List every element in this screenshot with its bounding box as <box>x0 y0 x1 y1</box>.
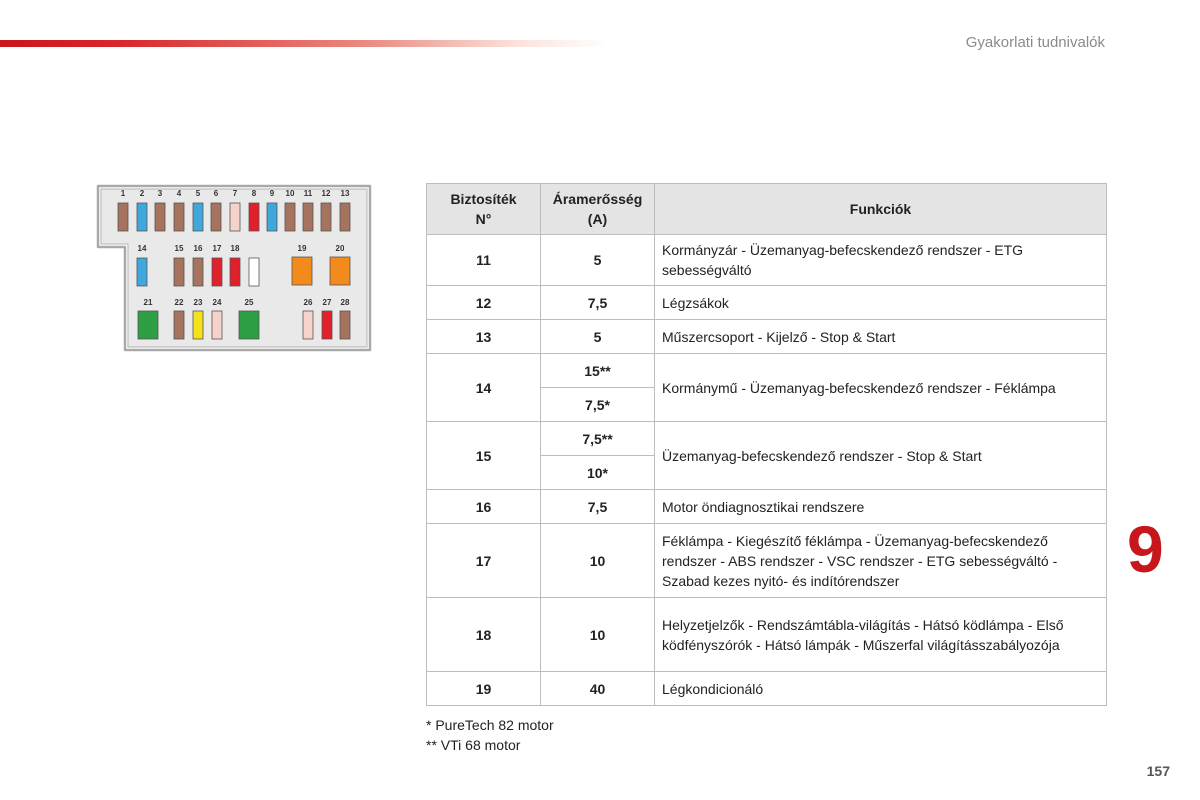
function-text: Műszercsoport - Kijelző - Stop & Start <box>655 320 1107 354</box>
fuse-16 <box>193 258 203 286</box>
fuse-label: 7 <box>232 189 238 198</box>
function-text: Légzsákok <box>655 286 1107 320</box>
chapter-number: 9 <box>1127 512 1164 586</box>
fuse-number: 13 <box>427 320 541 354</box>
fuse-label: 24 <box>212 298 222 307</box>
fuse-20 <box>292 257 312 285</box>
fuse-box-diagram <box>96 184 372 354</box>
fuse-18 <box>230 258 240 286</box>
amperage: 5 <box>541 235 655 286</box>
fuse-22 <box>138 311 158 339</box>
fuse-label: 17 <box>212 244 222 253</box>
fuse-5 <box>193 203 203 231</box>
fuse-table <box>426 183 1107 706</box>
fuse-label: 14 <box>137 244 147 253</box>
fuse-label: 26 <box>303 298 313 307</box>
fuse-13 <box>340 203 350 231</box>
function-text: Motor öndiagnosztikai rendszere <box>655 490 1107 524</box>
fuse-label: 6 <box>213 189 219 198</box>
fuse-label: 21 <box>143 298 153 307</box>
amperage: 7,5** <box>541 422 655 456</box>
fuse-23 <box>174 311 184 339</box>
table-row <box>427 286 1107 320</box>
fuse-label: 19 <box>297 244 307 253</box>
table-row <box>427 320 1107 354</box>
amperage: 10* <box>541 456 655 490</box>
fuse-25 <box>212 311 222 339</box>
fuse-21 <box>330 257 350 285</box>
fuse-number: 14 <box>427 354 541 422</box>
fuse-number: 11 <box>427 235 541 286</box>
page-number: 157 <box>1146 763 1170 779</box>
fuse-number: 19 <box>427 672 541 706</box>
table-row <box>427 490 1107 524</box>
function-text: Helyzetjelzők - Rendszámtábla-világítás - Hátsó ködlámpa - Első ködfényszórók - Hátsó lámpák - Műszerfal világításszabályozója <box>655 598 1107 672</box>
fuse-label: 10 <box>285 189 295 198</box>
amperage: 10 <box>541 524 655 598</box>
fuse-label: 1 <box>120 189 126 198</box>
fuse-label: 13 <box>340 189 350 198</box>
table-row <box>427 354 1107 388</box>
amperage: 15** <box>541 354 655 388</box>
fuse-label: 18 <box>230 244 240 253</box>
function-text: Féklámpa - Kiegészítő féklámpa - Üzemanyag-befecskendező rendszer - ABS rendszer - VSC rendszer - ETG sebességváltó - Szabad kezes nyitó- és indítórendszer <box>655 524 1107 598</box>
amperage: 7,5 <box>541 490 655 524</box>
amperage: 7,5* <box>541 388 655 422</box>
fuse-4 <box>174 203 184 231</box>
fuse-7 <box>230 203 240 231</box>
table-header-row <box>427 184 1107 235</box>
table-row <box>427 598 1107 672</box>
fuse-number: 17 <box>427 524 541 598</box>
fuse-label: 25 <box>244 298 254 307</box>
fuse-number: 12 <box>427 286 541 320</box>
footnote-single-star: * PureTech 82 motor <box>426 717 554 733</box>
fuse-label: 28 <box>340 298 350 307</box>
fuse-label: 20 <box>335 244 345 253</box>
fuse-15 <box>174 258 184 286</box>
fuse-8 <box>249 203 259 231</box>
fuse-1 <box>118 203 128 231</box>
fuse-label: 15 <box>174 244 184 253</box>
fuse-6 <box>211 203 221 231</box>
header-amperage: Áramerősség (A) <box>541 184 655 235</box>
fuse-number: 15 <box>427 422 541 490</box>
fuse-3 <box>155 203 165 231</box>
fuse-9 <box>267 203 277 231</box>
function-text: Kormánymű - Üzemanyag-befecskendező rendszer - Féklámpa <box>655 354 1107 422</box>
amperage: 10 <box>541 598 655 672</box>
fuse-14 <box>137 258 147 286</box>
fuse-label: 2 <box>139 189 145 198</box>
fuse-box-svg <box>96 184 372 354</box>
fuse-19 <box>249 258 259 286</box>
fuse-28 <box>322 311 332 339</box>
fuse-29 <box>340 311 350 339</box>
header-accent-bar <box>0 40 610 47</box>
fuse-11 <box>303 203 313 231</box>
fuse-24 <box>193 311 203 339</box>
fuse-label: 4 <box>176 189 182 198</box>
fuse-27 <box>303 311 313 339</box>
footnotes <box>426 715 554 755</box>
fuse-12 <box>321 203 331 231</box>
fuse-17 <box>212 258 222 286</box>
footnote-double-star: ** VTi 68 motor <box>426 737 521 753</box>
section-title: Gyakorlati tudnivalók <box>965 34 1105 51</box>
fuse-label: 3 <box>157 189 163 198</box>
header-functions: Funkciók <box>655 184 1107 235</box>
header-fuse-number: Biztosíték N° <box>427 184 541 235</box>
fuse-label: 22 <box>174 298 184 307</box>
function-text: Üzemanyag-befecskendező rendszer - Stop & Start <box>655 422 1107 490</box>
fuse-label: 11 <box>303 189 313 198</box>
fuse-label: 16 <box>193 244 203 253</box>
fuse-label: 12 <box>321 189 331 198</box>
fuse-label: 27 <box>322 298 332 307</box>
table-row <box>427 672 1107 706</box>
function-text: Kormányzár - Üzemanyag-befecskendező rendszer - ETG sebességváltó <box>655 235 1107 286</box>
fuse-number: 16 <box>427 490 541 524</box>
fuse-label: 5 <box>195 189 201 198</box>
fuse-label: 23 <box>193 298 203 307</box>
fuse-10 <box>285 203 295 231</box>
fuse-label: 8 <box>251 189 257 198</box>
amperage: 7,5 <box>541 286 655 320</box>
table-row <box>427 524 1107 598</box>
fuse-2 <box>137 203 147 231</box>
function-text: Légkondicionáló <box>655 672 1107 706</box>
fuse-label: 9 <box>269 189 275 198</box>
amperage: 5 <box>541 320 655 354</box>
fuse-number: 18 <box>427 598 541 672</box>
amperage: 40 <box>541 672 655 706</box>
table-row <box>427 422 1107 456</box>
table-row <box>427 235 1107 286</box>
fuse-26 <box>239 311 259 339</box>
